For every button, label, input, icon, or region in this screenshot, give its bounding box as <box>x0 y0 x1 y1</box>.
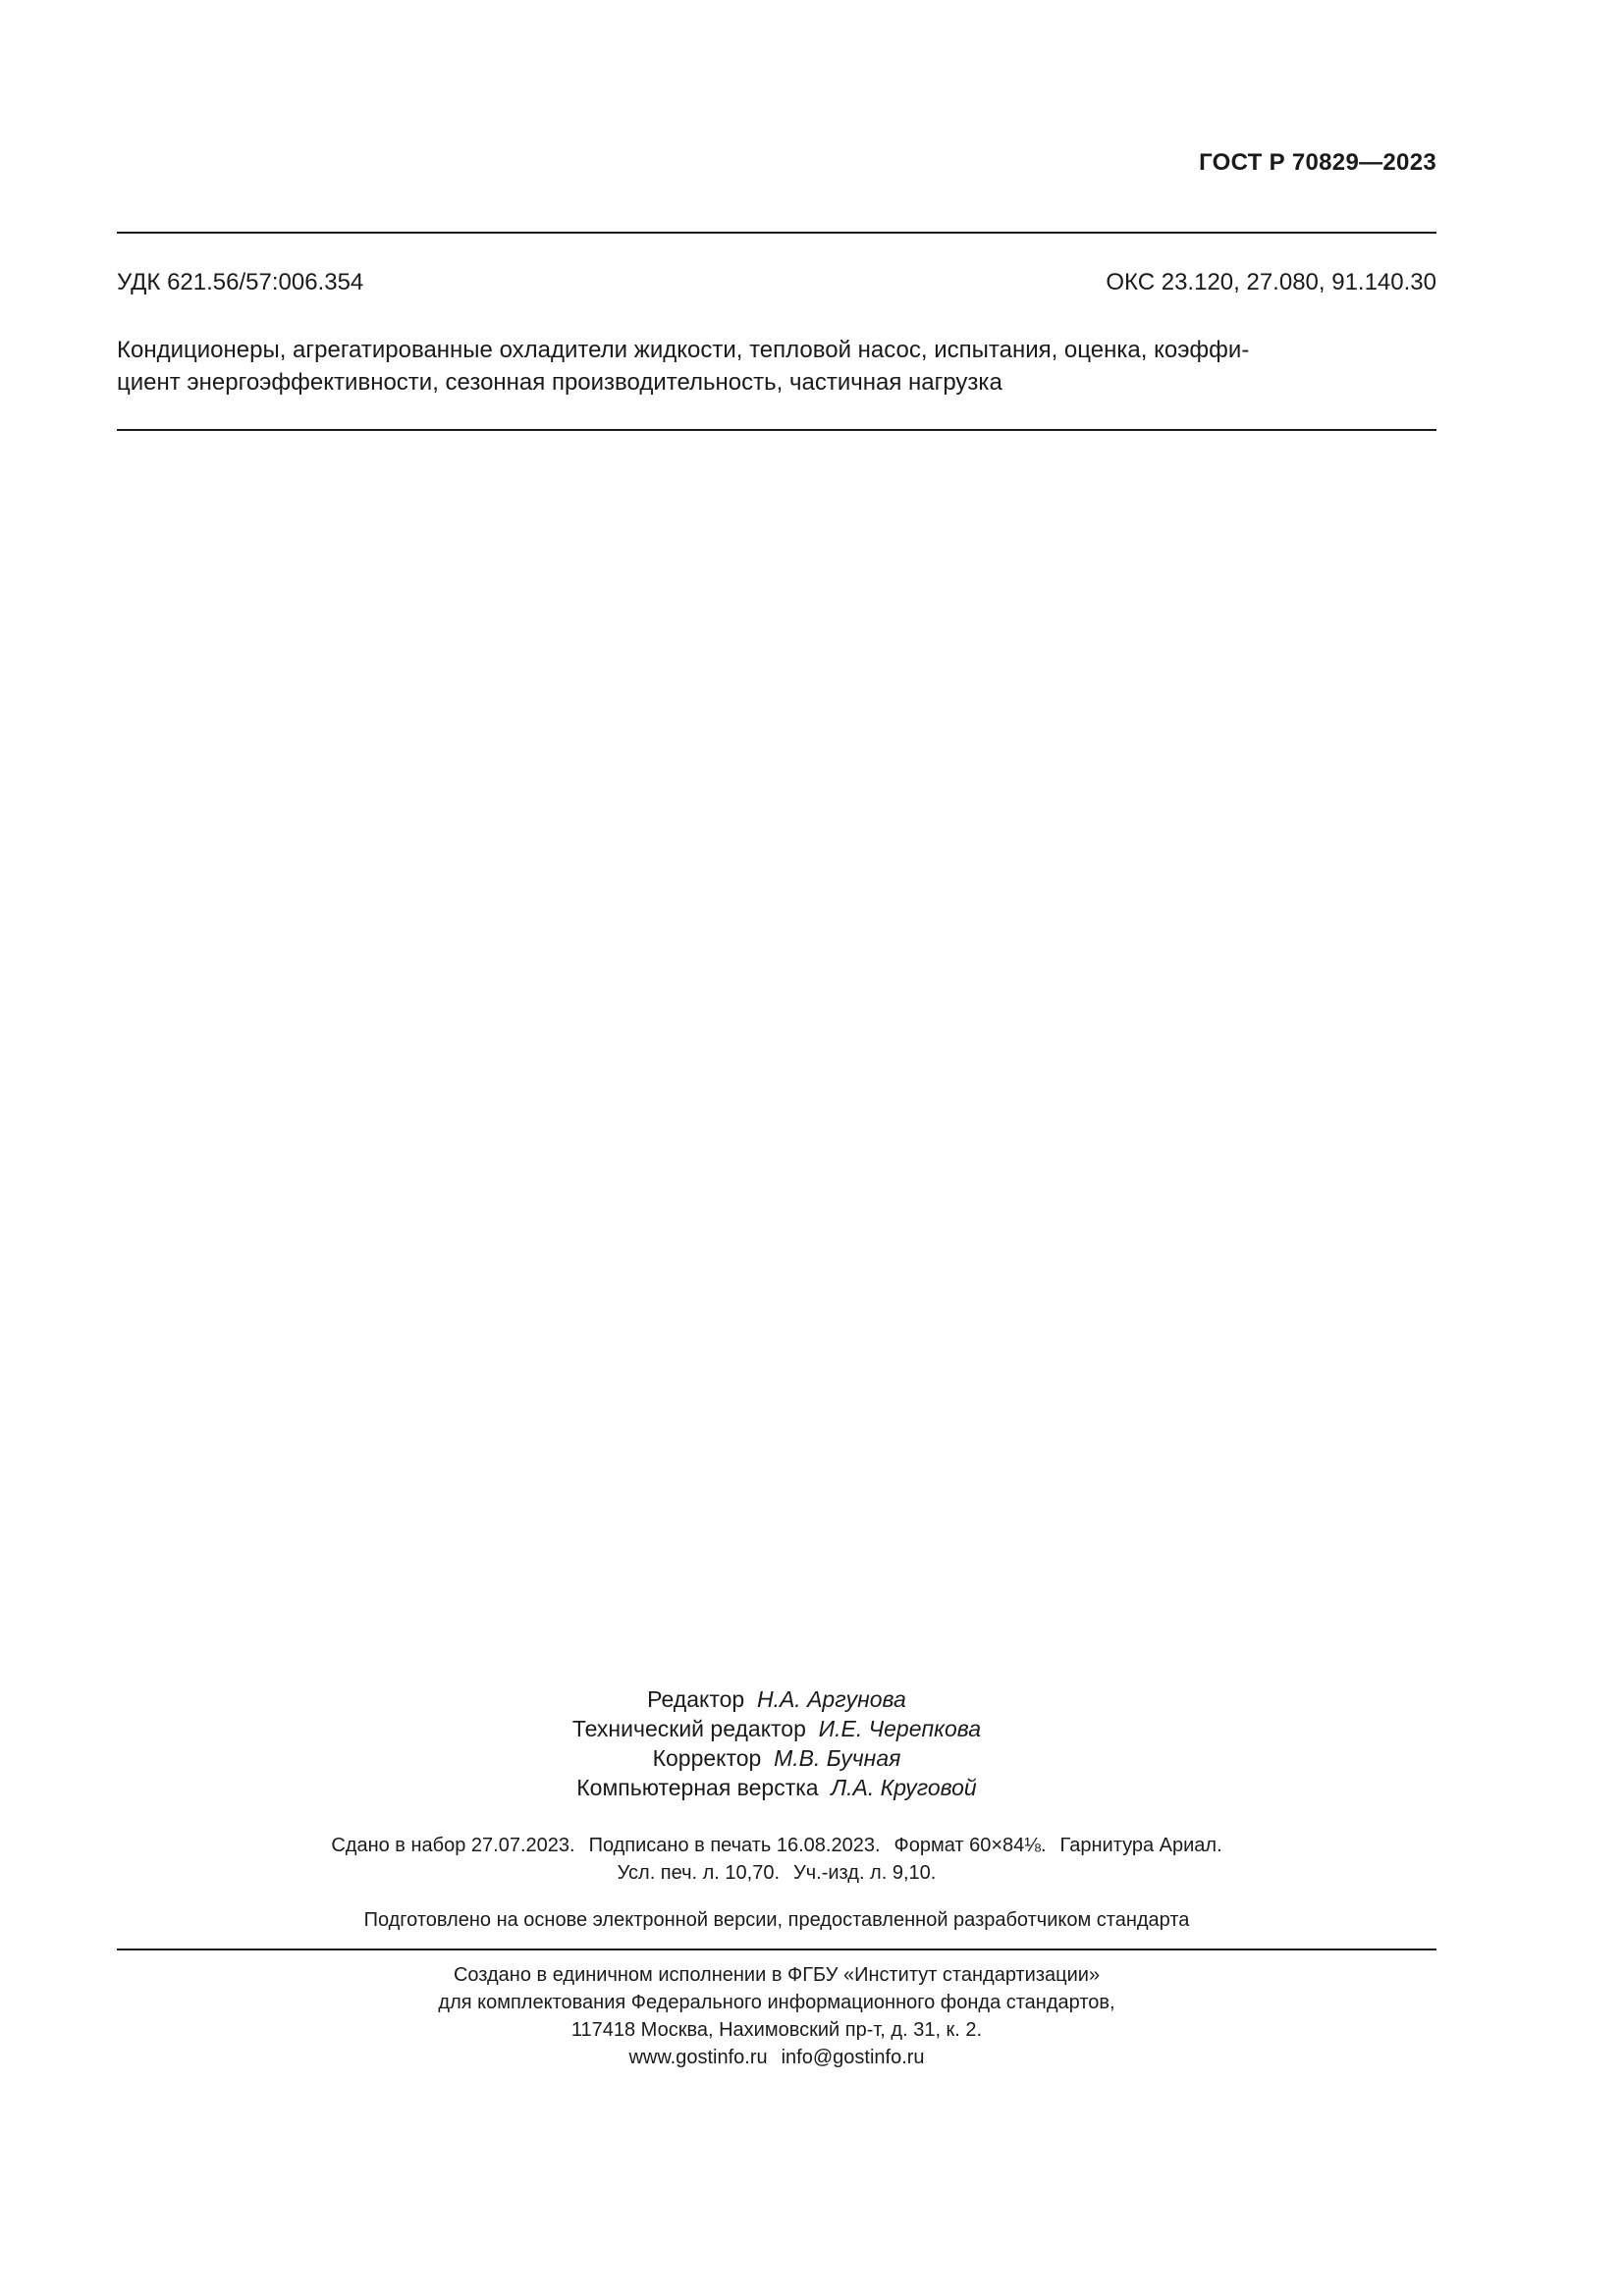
publisher-email-link[interactable]: info@gostinfo.ru <box>781 2047 925 2068</box>
imprint-submitted: Сдано в набор 27.07.2023. <box>331 1835 575 1856</box>
credit-technical-editor <box>117 1714 1436 1743</box>
udk-code: УДК 621.56/57:006.354 <box>117 269 364 295</box>
publisher-line-1: Создано в единичном исполнении в ФГБУ «Институт стандартизации» <box>453 1964 1101 1986</box>
prepared-note: Подготовлено на основе электронной версии, предоставленной разработчиком стандарта <box>363 1909 1190 1931</box>
keywords-line-2: циент энергоэффективности, сезонная производительность, частичная нагрузка <box>117 369 1002 396</box>
keywords-block <box>117 334 1436 399</box>
publisher-line-2: для комплектования Федерального информационного фонда стандартов, <box>438 1992 1115 2013</box>
imprint-line-2 <box>117 1859 1436 1887</box>
imprint-format: Формат 60×84⅛. <box>893 1835 1047 1856</box>
top-divider <box>117 232 1436 234</box>
keywords-line-1: Кондиционеры, агрегатированные охладители жидкости, тепловой насос, испытания, оценка, коэффи- <box>117 337 1250 363</box>
publisher-website-link[interactable]: www.gostinfo.ru <box>628 2047 768 2068</box>
footer-divider <box>117 1949 1436 1950</box>
publisher-address: 117418 Москва, Нахимовский пр-т, д. 31, к. 2. <box>570 2019 983 2041</box>
credit-proofreader <box>117 1743 1436 1773</box>
imprint-pub-sheets: Уч.-изд. л. 9,10. <box>793 1862 937 1884</box>
imprint-typeface: Гарнитура Ариал. <box>1059 1835 1222 1856</box>
credit-editor <box>117 1684 1436 1714</box>
imprint-line-1 <box>117 1832 1436 1859</box>
credits-block <box>117 1684 1436 1802</box>
imprint-block <box>117 1832 1436 1887</box>
publisher-block <box>117 1961 1436 2071</box>
keywords-divider <box>117 429 1436 431</box>
credit-role: Технический редактор <box>571 1716 806 1741</box>
imprint-signed: Подписано в печать 16.08.2023. <box>588 1835 881 1856</box>
credit-layout <box>117 1773 1436 1802</box>
credit-role: Редактор <box>647 1686 745 1712</box>
credit-person: М.В. Бучная <box>774 1745 901 1771</box>
credit-person: Л.А. Круговой <box>831 1775 977 1800</box>
credit-role: Корректор <box>652 1745 762 1771</box>
credit-role: Компьютерная верстка <box>576 1775 819 1800</box>
publisher-contacts <box>117 2044 1436 2071</box>
oks-code: ОКС 23.120, 27.080, 91.140.30 <box>1106 269 1436 295</box>
credit-person: И.Е. Черепкова <box>818 1716 982 1741</box>
document-code: ГОСТ Р 70829—2023 <box>1199 149 1436 176</box>
credit-person: Н.А. Аргунова <box>756 1686 906 1712</box>
imprint-print-sheets: Усл. печ. л. 10,70. <box>617 1862 781 1884</box>
